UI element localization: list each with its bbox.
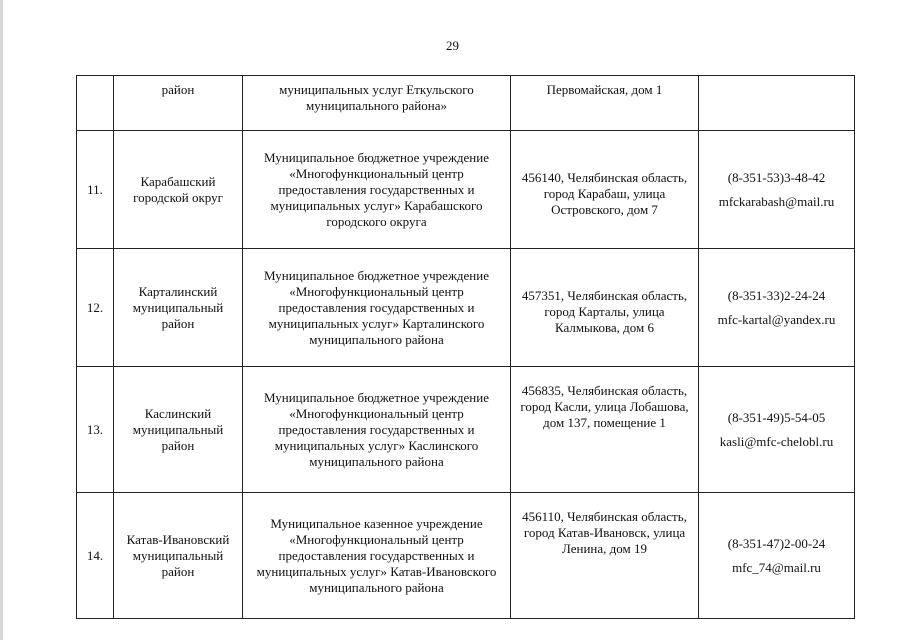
page-number: 29 bbox=[446, 38, 459, 53]
cell-district: Каслинский муниципальный район bbox=[114, 367, 243, 493]
table-row bbox=[77, 367, 855, 493]
cell-district: Карабашский городской округ bbox=[114, 131, 243, 249]
cell-institution: Муниципальное казенное учреждение «Многофункциональный центр предоставления государственных и муниципальных услуг» Катав-Ивановского муниципального района bbox=[243, 493, 511, 619]
table-row bbox=[77, 131, 855, 249]
cell-contact bbox=[699, 493, 855, 619]
cell-contact bbox=[699, 131, 855, 249]
cell-institution: муниципальных услуг Еткульского муниципального района» bbox=[243, 76, 511, 131]
phone-number: (8-351-33)2-24-24 bbox=[727, 287, 826, 303]
cell-address: 456110, Челябинская область, город Катав-Ивановск, улица Ленина, дом 19 bbox=[511, 493, 699, 619]
cell-address: 456140, Челябинская область, город Карабаш, улица Островского, дом 7 bbox=[511, 131, 699, 249]
cell-contact bbox=[699, 367, 855, 493]
cell-number: 13. bbox=[77, 367, 114, 493]
email-address: kasli@mfc-chelobl.ru bbox=[719, 433, 834, 449]
table-row bbox=[77, 249, 855, 367]
cell-district: район bbox=[114, 76, 243, 131]
cell-number: 11. bbox=[77, 131, 114, 249]
cell-number: 14. bbox=[77, 493, 114, 619]
email-address: mfckarabash@mail.ru bbox=[718, 193, 835, 209]
cell-institution: Муниципальное бюджетное учреждение «Многофункциональный центр предоставления государственных и муниципальных услуг» Карабашского городского округа bbox=[243, 131, 511, 249]
phone-number: (8-351-53)3-48-42 bbox=[727, 169, 826, 185]
cell-contact bbox=[699, 249, 855, 367]
cell-district: Катав-Ивановский муниципальный район bbox=[114, 493, 243, 619]
table-row bbox=[77, 493, 855, 619]
phone-number: (8-351-47)2-00-24 bbox=[727, 535, 826, 551]
cell-address: 456835, Челябинская область, город Касли, улица Лобашова, дом 137, помещение 1 bbox=[511, 367, 699, 493]
cell-number: 12. bbox=[77, 249, 114, 367]
cell-institution: Муниципальное бюджетное учреждение «Многофункциональный центр предоставления государственных и муниципальных услуг» Каслинского муниципального района bbox=[243, 367, 511, 493]
cell-institution: Муниципальное бюджетное учреждение «Многофункциональный центр предоставления государственных и муниципальных услуг» Карталинского муниципального района bbox=[243, 249, 511, 367]
cell-contact bbox=[699, 76, 855, 131]
email-address: mfc_74@mail.ru bbox=[732, 559, 821, 575]
cell-address: Первомайская, дом 1 bbox=[511, 76, 699, 131]
cell-number bbox=[77, 76, 114, 131]
cell-address: 457351, Челябинская область, город Карталы, улица Калмыкова, дом 6 bbox=[511, 249, 699, 367]
page-edge-shadow bbox=[0, 0, 3, 640]
email-address: mfc-kartal@yandex.ru bbox=[717, 311, 836, 327]
mfc-table bbox=[76, 75, 855, 619]
cell-district: Карталинский муниципальный район bbox=[114, 249, 243, 367]
phone-number: (8-351-49)5-54-05 bbox=[727, 409, 826, 425]
table-row-continuation bbox=[77, 76, 855, 131]
